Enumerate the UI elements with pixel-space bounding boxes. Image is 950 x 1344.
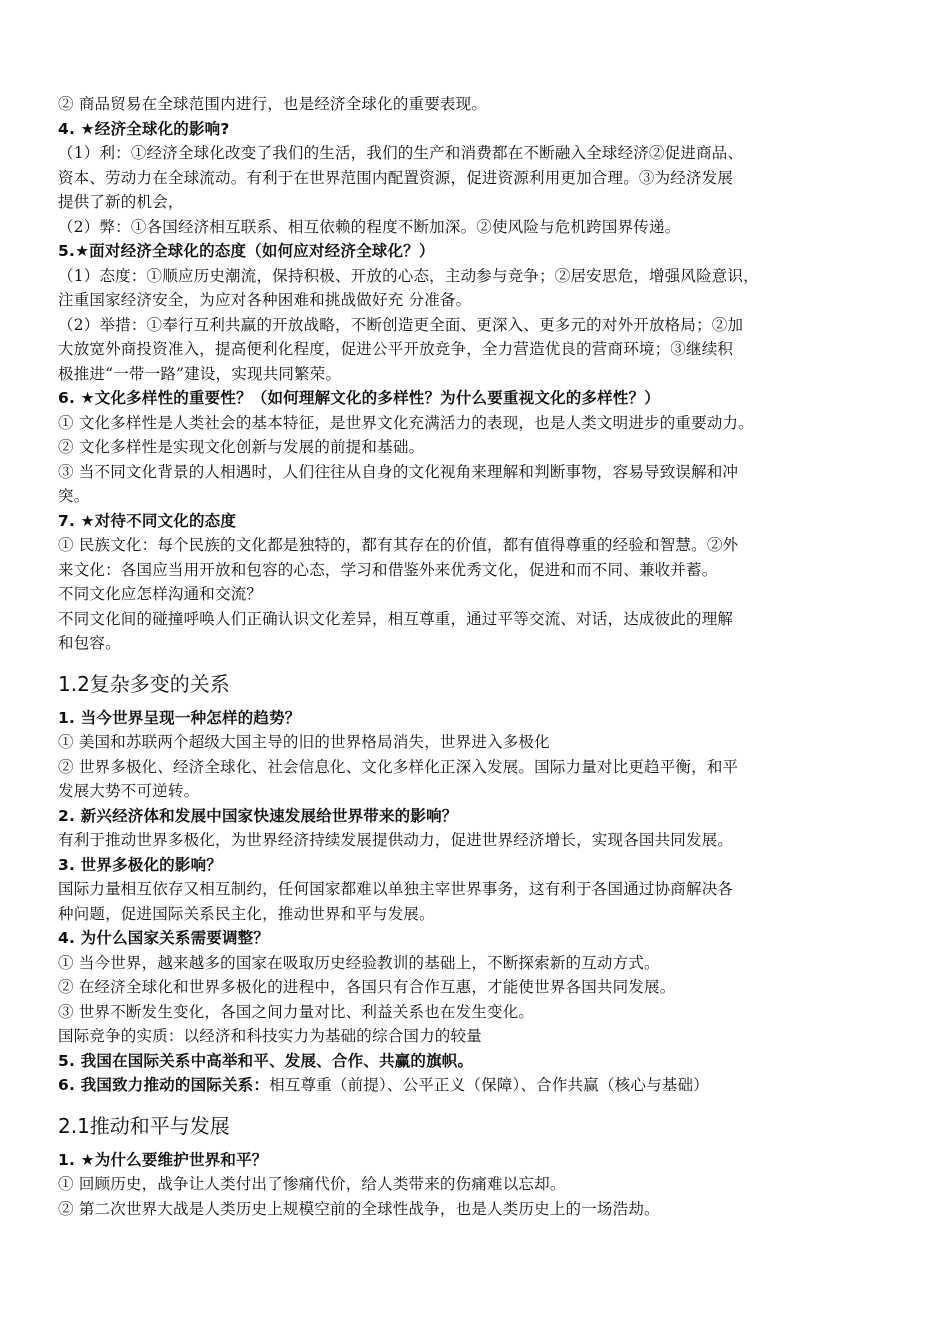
block-complex-relations bbox=[58, 706, 908, 1098]
inline-text: 相互尊重（前提）、公平正义（保障）、合作共赢（核心与基础） bbox=[269, 1076, 709, 1094]
text-line: 不同文化应怎样沟通和交流？ bbox=[58, 585, 263, 603]
question-heading: 4. ★经济全球化的影响? bbox=[58, 119, 230, 138]
document-page bbox=[58, 92, 908, 1221]
text-line: 国际竞争的实质：以经济和科技实力为基础的综合国力的较量 bbox=[58, 1027, 482, 1045]
text-line: （1）态度：①顺应历史潮流，保持积极、开放的心态，主动参与竞争；②居安思危，增强风险意识， bbox=[58, 266, 759, 285]
question-heading: 5.★面对经济全球化的态度（如何应对经济全球化？） bbox=[58, 242, 435, 260]
question-heading: 4. 为什么国家关系需要调整？ bbox=[58, 929, 270, 947]
text-line: （2）举措：①奉行互利共赢的开放战略，不断创造更全面、更深入、更多元的对外开放格局；②加 bbox=[58, 315, 744, 334]
text-line: 种问题，促进国际关系民主化，推动世界和平与发展。 bbox=[58, 904, 435, 923]
text-line: ① 回顾历史，战争让人类付出了惨痛代价，给人类带来的伤痛难以忘却。 bbox=[58, 1175, 566, 1193]
text-line: ① 文化多样性是人类社会的基本特征，是世界文化充满活力的表现，也是人类文明进步的重要动力。 bbox=[58, 413, 754, 432]
text-line: 国际力量相互依存又相互制约，任何国家都难以单独主宰世界事务，这有利于各国通过协商解决各 bbox=[58, 880, 734, 898]
section-title-1-2: 1.2复杂多变的关系 bbox=[58, 671, 230, 696]
section-title-2-1: 2.1推动和平与发展 bbox=[58, 1113, 230, 1138]
text-line: ① 当今世界，越来越多的国家在吸取历史经验教训的基础上，不断探索新的互动方式。 bbox=[58, 953, 660, 972]
text-line: 极推进“一带一路”建设，实现共同繁荣。 bbox=[58, 364, 342, 383]
text-line: ② 文化多样性是实现文化创新与发展的前提和基础。 bbox=[58, 438, 425, 456]
mixed-line-international-relations bbox=[58, 1073, 908, 1098]
block-peace-development bbox=[58, 1148, 908, 1222]
inline-bold-label: 6. 我国致力推动的国际关系： bbox=[58, 1076, 270, 1094]
question-heading: 5. 我国在国际关系中高举和平、发展、合作、共赢的旗帜。 bbox=[58, 1051, 474, 1070]
question-heading: 1. 当今世界呈现一种怎样的趋势？ bbox=[58, 708, 301, 727]
question-heading: 6. ★文化多样性的重要性？（如何理解文化的多样性？为什么要重视文化的多样性？） bbox=[58, 389, 660, 407]
text-line: 突。 bbox=[58, 487, 90, 505]
text-line: 有利于推动世界多极化，为世界经济持续发展提供动力，促进世界经济增长，实现各国共同发展。 bbox=[58, 831, 734, 849]
text-line: ③ 世界不断发生变化，各国之间力量对比、利益关系也在发生变化。 bbox=[58, 1002, 535, 1021]
text-line: 发展大势不可逆转。 bbox=[58, 782, 200, 800]
text-line: 提供了新的机会， bbox=[58, 193, 184, 211]
text-line: 和包容。 bbox=[58, 634, 121, 652]
block-economic-globalization bbox=[58, 92, 908, 656]
question-heading: 7. ★对待不同文化的态度 bbox=[58, 511, 237, 530]
question-heading: 1. ★为什么要维护世界和平？ bbox=[58, 1150, 268, 1169]
text-line: ① 美国和苏联两个超级大国主导的旧的世界格局消失，世界进入多极化 bbox=[58, 733, 550, 751]
text-line: ③ 当不同文化背景的人相遇时，人们往往从自身的文化视角来理解和判断事物，容易导致误解和冲 bbox=[58, 462, 739, 481]
text-line: （2）弊：①各国经济相互联系、相互依赖的程度不断加深。②使风险与危机跨国界传递。 bbox=[58, 217, 681, 236]
text-line: ② 第二次世界大战是人类历史上规模空前的全球性战争，也是人类历史上的一场浩劫。 bbox=[58, 1199, 660, 1218]
question-heading: 2. 新兴经济体和发展中国家快速发展给世界带来的影响？ bbox=[58, 806, 458, 825]
text-line: 来文化：各国应当用开放和包容的心态，学习和借鉴外来优秀文化，促进和而不同、兼收并蓄。 bbox=[58, 560, 718, 579]
question-heading: 3. 世界多极化的影响？ bbox=[58, 855, 222, 874]
text-line: ① 民族文化：每个民族的文化都是独特的，都有其存在的价值，都有值得尊重的经验和智慧。②外 bbox=[58, 536, 739, 554]
text-line: ② 世界多极化、经济全球化、社会信息化、文化多样化正深入发展。国际力量对比更趋平衡，和平 bbox=[58, 757, 739, 776]
text-line: ② 在经济全球化和世界多极化的进程中，各国只有合作互惠，才能使世界各国共同发展。 bbox=[58, 978, 676, 996]
text-line: 大放宽外商投资准入，提高便利化程度，促进公平开放竞争，全力营造优良的营商环境；③继续积 bbox=[58, 340, 734, 358]
text-line: 不同文化间的碰撞呼唤人们正确认识文化差异，相互尊重，通过平等交流、对话，达成彼此的理解 bbox=[58, 609, 734, 628]
text-line: ② 商品贸易在全球范围内进行，也是经济全球化的重要表现。 bbox=[58, 95, 488, 113]
text-line: 资本、劳动力在全球流动。有利于在世界范围内配置资源，促进资源利用更加合理。③为经济发展 bbox=[58, 168, 734, 187]
text-line: 注重国家经济安全，为应对各种困难和挑战做好充 分准备。 bbox=[58, 291, 472, 309]
text-line: （1）利：①经济全球化改变了我们的生活，我们的生产和消费都在不断融入全球经济②促进商品、 bbox=[58, 144, 744, 162]
